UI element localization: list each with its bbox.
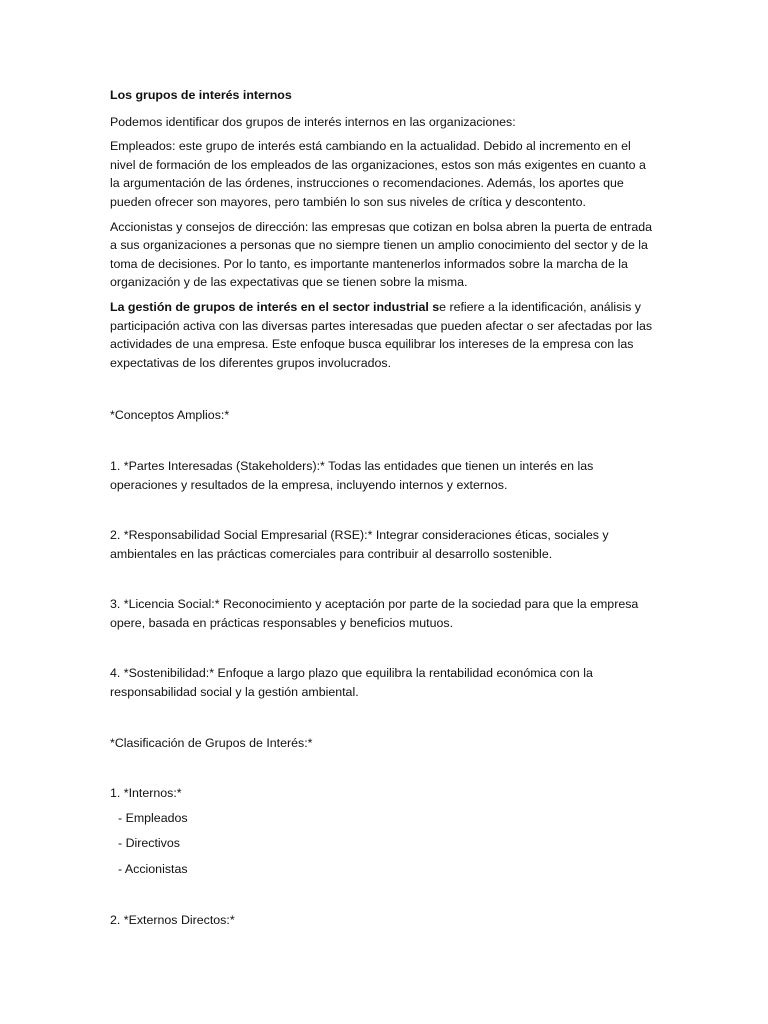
internos-heading: 1. *Internos:* xyxy=(110,786,182,801)
concepto-item-4: 4. *Sostenibilidad:* Enfoque a largo plazo que equilibra la rentabilidad económica con la responsabilidad social y la gestión ambiental. xyxy=(110,666,593,700)
gestion-paragraph xyxy=(110,298,658,372)
concepto-item-2: 2. *Responsabilidad Social Empresarial (RSE):* Integrar consideraciones éticas, sociales y ambientales en las prácticas comerciales para contribuir al desarrollo sostenible. xyxy=(110,528,609,561)
section-title: Los grupos de interés internos xyxy=(110,88,292,102)
externos-directos-heading: 2. *Externos Directos:* xyxy=(110,912,235,927)
concepto-item-3: 3. *Licencia Social:* Reconocimiento y aceptación por parte de la sociedad para que la empresa opere, basada en prácticas responsables y beneficios mutuos. xyxy=(110,597,639,630)
intro-paragraph: Podemos identificar dos grupos de interés internos en las organizaciones: xyxy=(110,114,516,129)
gestion-bold-text: La gestión de grupos de interés en el sector industrial s xyxy=(110,299,440,314)
clasificacion-heading: *Clasificación de Grupos de Interés:* xyxy=(110,735,313,750)
document-body xyxy=(110,86,658,935)
conceptos-heading: *Conceptos Amplios:* xyxy=(110,408,230,423)
internos-item-accionistas: - Accionistas xyxy=(118,862,188,877)
internos-item-directivos: - Directivos xyxy=(118,836,180,851)
accionistas-paragraph: Accionistas y consejos de dirección: las empresas que cotizan en bolsa abren la puerta de entrada a sus organizaciones a personas que no siempre tienen un amplio conocimiento del sector y de la toma de decisiones. Por lo tanto, es importante mantenerlos informados sobre la marcha de la organización y de las expectativas que se tienen sobre la misma. xyxy=(110,219,653,290)
concepto-item-1: 1. *Partes Interesadas (Stakeholders):* Todas las entidades que tienen un interés en las operaciones y resultados de la empresa, incluyendo internos y externos. xyxy=(110,458,594,492)
gestion-text: e refiere a la identificación, análisis y participación activa con las diversas partes interesadas que pueden afectar o ser afectadas por las actividades de una empresa. Este enfoque busca equilibrar los intereses de la empresa con las expectativas de los diferentes grupos involucrados. xyxy=(110,299,653,370)
internos-item-empleados: - Empleados xyxy=(118,810,188,825)
empleados-paragraph: Empleados: este grupo de interés está cambiando en la actualidad. Debido al incremento en el nivel de formación de los empleados de las organizaciones, estos son más exigentes en cuanto a la argumentación de las órdenes, instrucciones o recomendaciones. Además, los aportes que pueden ofrecer son mayores, pero también lo son sus niveles de crítica y descontento. xyxy=(110,139,646,209)
